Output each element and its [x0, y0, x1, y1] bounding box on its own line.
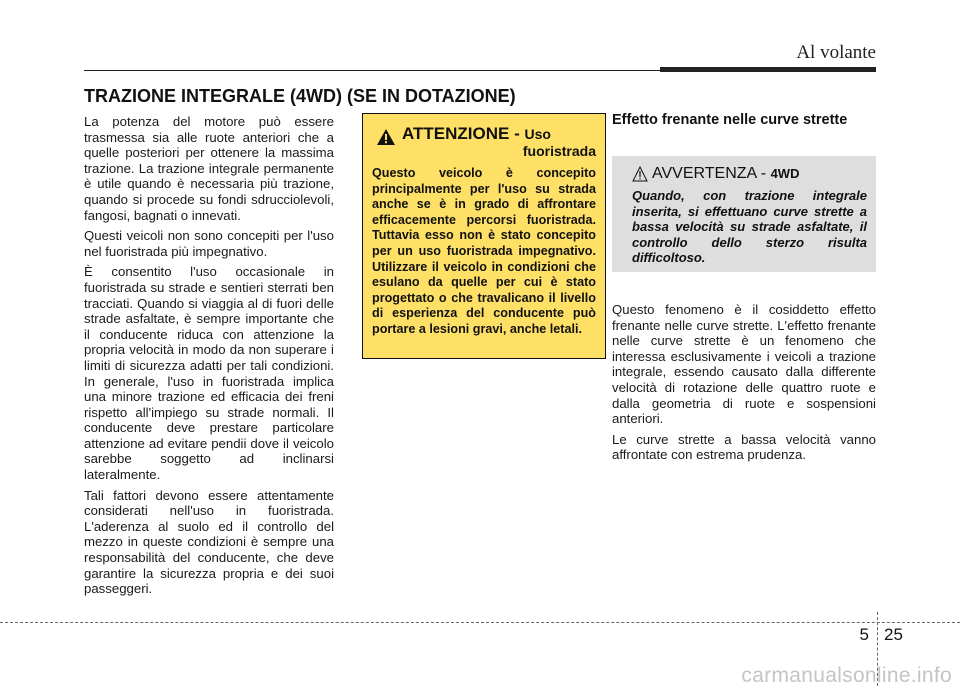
warning-box [362, 113, 606, 359]
caution-box [612, 156, 876, 272]
left-paragraph-3: È consentito l'uso occasionale in fuoristrada su strade e sentieri sterrati ben tracciati. Quando si viaggia al di fuori delle strade asfaltate, è sempre importante che il conducente riduca con attenzione la propria velocità in modo da non superare i limiti di sicurezza adatti per tali condizioni. In generale, l'uso in fuoristrada implica una minore trazione ed efficacia dei freni rispetto all'impiego su strade normali. Il conducente deve prestare particolare attenzione ad evitare pendii dove il veicolo sarebbe soggetto ad inclinarsi lateralmente. [84, 264, 334, 483]
caution-heading [652, 165, 799, 183]
right-section-title: Effetto frenante nelle curve strette [612, 112, 848, 128]
chapter-number: 5 [859, 625, 869, 644]
warning-heading-label: ATTENZIONE - [402, 124, 520, 143]
left-column [84, 114, 334, 602]
caution-text: Quando, con trazione integrale inserita, si effettuano curve strette a bassa velocità su strade asfaltate, il controllo dello sterzo risulta difficoltoso. [632, 188, 867, 265]
left-paragraph-1: La potenza del motore può essere trasmessa sia alle ruote anteriori che a quelle posteriori per ottenere la massima trazione. La trazione integrale permanente è utile quando è necessaria più trazione, quando si procede su fondi sdrucciolevoli, fangosi, bagnati o innevati. [84, 114, 334, 223]
running-header-title: Al volante [796, 42, 876, 63]
warning-header [372, 122, 596, 162]
footer-dashed-rule [0, 622, 960, 623]
page-number: 25 [884, 625, 903, 644]
warning-text: Questo veicolo è concepito principalmente per l'uso su strada anche se è in grado di affrontare efficacemente percorsi fuoristrada. Tuttavia esso non è stato concepito per un uso fuoristrada impegnativo. Utilizzare il veicolo in condizioni che esulano da quelle per cui è stato progettato o che travalicano il livello di esperienza del conducente può portare a lesioni gravi, anche letali. [372, 166, 596, 336]
left-paragraph-4: Tali fattori devono essere attentamente considerati nell'uso in fuoristrada. L'aderenza al suolo ed il controllo del mezzo in queste condizioni è sempre una responsabilità del conducente, che deve garantire la sicurezza propria e dei suoi passeggeri. [84, 487, 334, 597]
header-rule-accent [660, 67, 876, 72]
right-column-body [612, 302, 876, 468]
caution-header [632, 164, 867, 188]
warning-triangle-icon [376, 128, 396, 146]
caution-triangle-icon [632, 166, 648, 182]
warning-subheading-line2: fuoristrada [522, 143, 596, 159]
warning-heading [402, 124, 551, 144]
warning-subheading-line1: Uso [524, 126, 551, 142]
right-paragraph-2: Le curve strette a bassa velocità vanno affrontate con estrema prudenza. [612, 431, 876, 463]
right-paragraph-1: Questo fenomeno è il cosiddetto effetto frenante nelle curve strette. L'effetto frenante nelle curve strette è un fenomeno che interessa esclusivamente i veicoli a trazione integrale, essendo causato dalla differente velocità di rotazione delle quattro ruote e dalla geometria di ruote e sospensioni anteriori. [612, 302, 876, 427]
caution-heading-suffix: 4WD [770, 166, 800, 181]
section-title: TRAZIONE INTEGRALE (4WD) (SE IN DOTAZIONE) [84, 86, 516, 106]
caution-heading-label: AVVERTENZA - [652, 165, 767, 182]
left-paragraph-2: Questi veicoli non sono concepiti per l'uso nel fuoristrada più impegnativo. [84, 228, 334, 259]
watermark: carmanualsonline.info [741, 664, 952, 687]
